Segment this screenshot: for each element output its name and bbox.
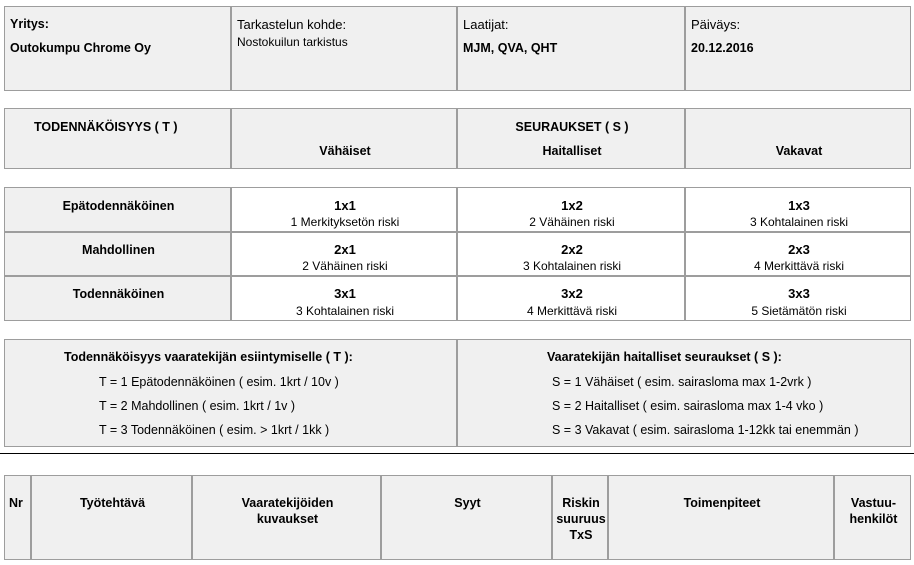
matrix-cell xyxy=(231,187,457,232)
info-authors-cell xyxy=(457,6,685,91)
cell-code: 2x1 xyxy=(334,242,356,257)
consequences-header: SEURAUKSET ( S ) xyxy=(515,120,629,134)
cell-desc: 2 Vähäinen riski xyxy=(529,215,615,229)
cell-code: 3x3 xyxy=(788,286,810,301)
matrix-cell xyxy=(457,232,685,276)
matrix-cell xyxy=(685,276,911,321)
matrix-cell xyxy=(457,276,685,321)
harmful-header: Haitalliset xyxy=(542,144,602,158)
cell-code: 1x3 xyxy=(788,198,810,213)
col-hazard-header xyxy=(192,475,381,560)
col-hazard-label-2: kuvaukset xyxy=(256,512,319,526)
row-label-text: Todennäköinen xyxy=(72,287,165,301)
probability-header: TODENNÄKÖISYYS ( T ) xyxy=(34,120,178,134)
matrix-cell xyxy=(685,232,911,276)
minor-header-cell xyxy=(231,108,457,169)
target-value: Nostokuilun tarkistus xyxy=(237,35,348,49)
authors-value: MJM, QVA, QHT xyxy=(463,41,558,55)
info-company-cell xyxy=(4,6,231,91)
matrix-row-label xyxy=(4,187,231,232)
consequence-legend-title: Vaaratekijän haitalliset seuraukset ( S ): xyxy=(547,350,782,364)
company-value: Outokumpu Chrome Oy xyxy=(10,41,151,55)
col-responsible-header xyxy=(834,475,911,560)
cell-desc: 2 Vähäinen riski xyxy=(302,259,388,273)
cell-desc: 4 Merkittävä riski xyxy=(753,259,845,273)
cell-desc: 4 Merkittävä riski xyxy=(526,304,618,318)
minor-header: Vähäiset xyxy=(319,144,371,158)
col-hazard-label-1: Vaaratekijöiden xyxy=(241,496,334,510)
harmful-header-cell xyxy=(457,108,685,169)
col-nr-header xyxy=(4,475,31,560)
cell-code: 1x1 xyxy=(334,198,356,213)
cell-desc: 5 Sietämätön riski xyxy=(751,304,847,318)
probability-legend-item: T = 2 Mahdollinen ( esim. 1krt / 1v ) xyxy=(99,399,296,413)
cell-desc: 3 Kohtalainen riski xyxy=(522,259,622,273)
col-responsible-label-2: henkilöt xyxy=(849,512,898,526)
col-nr-label: Nr xyxy=(9,496,23,510)
severe-header-cell xyxy=(685,108,911,169)
probability-legend-item: T = 1 Epätodennäköinen ( esim. 1krt / 10v ) xyxy=(99,375,339,389)
col-responsible-label-1: Vastuu- xyxy=(850,496,897,510)
cell-desc: 3 Kohtalainen riski xyxy=(749,215,849,229)
probability-legend-item: T = 3 Todennäköinen ( esim. > 1krt / 1kk ) xyxy=(99,423,330,437)
row-label-text: Mahdollinen xyxy=(82,243,155,257)
consequence-legend xyxy=(457,339,911,447)
col-causes-header xyxy=(381,475,552,560)
authors-label: Laatijat: xyxy=(463,17,509,32)
matrix-cell xyxy=(457,187,685,232)
matrix-cell xyxy=(231,232,457,276)
cell-code: 2x2 xyxy=(561,242,583,257)
matrix-cell xyxy=(231,276,457,321)
col-causes-label: Syyt xyxy=(454,496,481,510)
cell-code: 3x1 xyxy=(334,286,356,301)
consequence-legend-item: S = 1 Vähäiset ( esim. sairasloma max 1-2vrk ) xyxy=(552,375,812,389)
cell-code: 2x3 xyxy=(788,242,810,257)
col-risk-label-3: TxS xyxy=(569,528,593,542)
cell-code: 3x2 xyxy=(561,286,583,301)
probability-legend xyxy=(4,339,457,447)
consequence-legend-item: S = 3 Vakavat ( esim. sairasloma 1-12kk tai enemmän ) xyxy=(552,423,859,437)
matrix-row-label xyxy=(4,276,231,321)
col-actions-header xyxy=(608,475,834,560)
matrix-row-label xyxy=(4,232,231,276)
info-target-cell xyxy=(231,6,457,91)
row-label-text: Epätodennäköinen xyxy=(62,199,175,213)
target-label: Tarkastelun kohde: xyxy=(237,17,347,32)
col-task-header xyxy=(31,475,192,560)
info-date-cell xyxy=(685,6,911,91)
cell-code: 1x2 xyxy=(561,198,583,213)
company-label: Yritys: xyxy=(10,17,49,31)
date-value: 20.12.2016 xyxy=(691,41,754,55)
matrix-cell xyxy=(685,187,911,232)
col-risk-header xyxy=(552,475,608,560)
col-risk-label-2: suuruus xyxy=(556,512,606,526)
section-divider xyxy=(0,453,914,454)
cell-desc: 3 Kohtalainen riski xyxy=(295,304,395,318)
col-task-label: Työtehtävä xyxy=(79,496,146,510)
severe-header: Vakavat xyxy=(775,144,823,158)
date-label: Päiväys: xyxy=(691,17,741,32)
cell-desc: 1 Merkityksetön riski xyxy=(290,215,400,229)
probability-legend-title: Todennäköisyys vaaratekijän esiintymiselle ( T ): xyxy=(64,350,353,364)
probability-header-cell xyxy=(4,108,231,169)
col-risk-label-1: Riskin xyxy=(562,496,600,510)
col-actions-label: Toimenpiteet xyxy=(683,496,761,510)
consequence-legend-item: S = 2 Haitalliset ( esim. sairasloma max 1-4 vko ) xyxy=(552,399,824,413)
